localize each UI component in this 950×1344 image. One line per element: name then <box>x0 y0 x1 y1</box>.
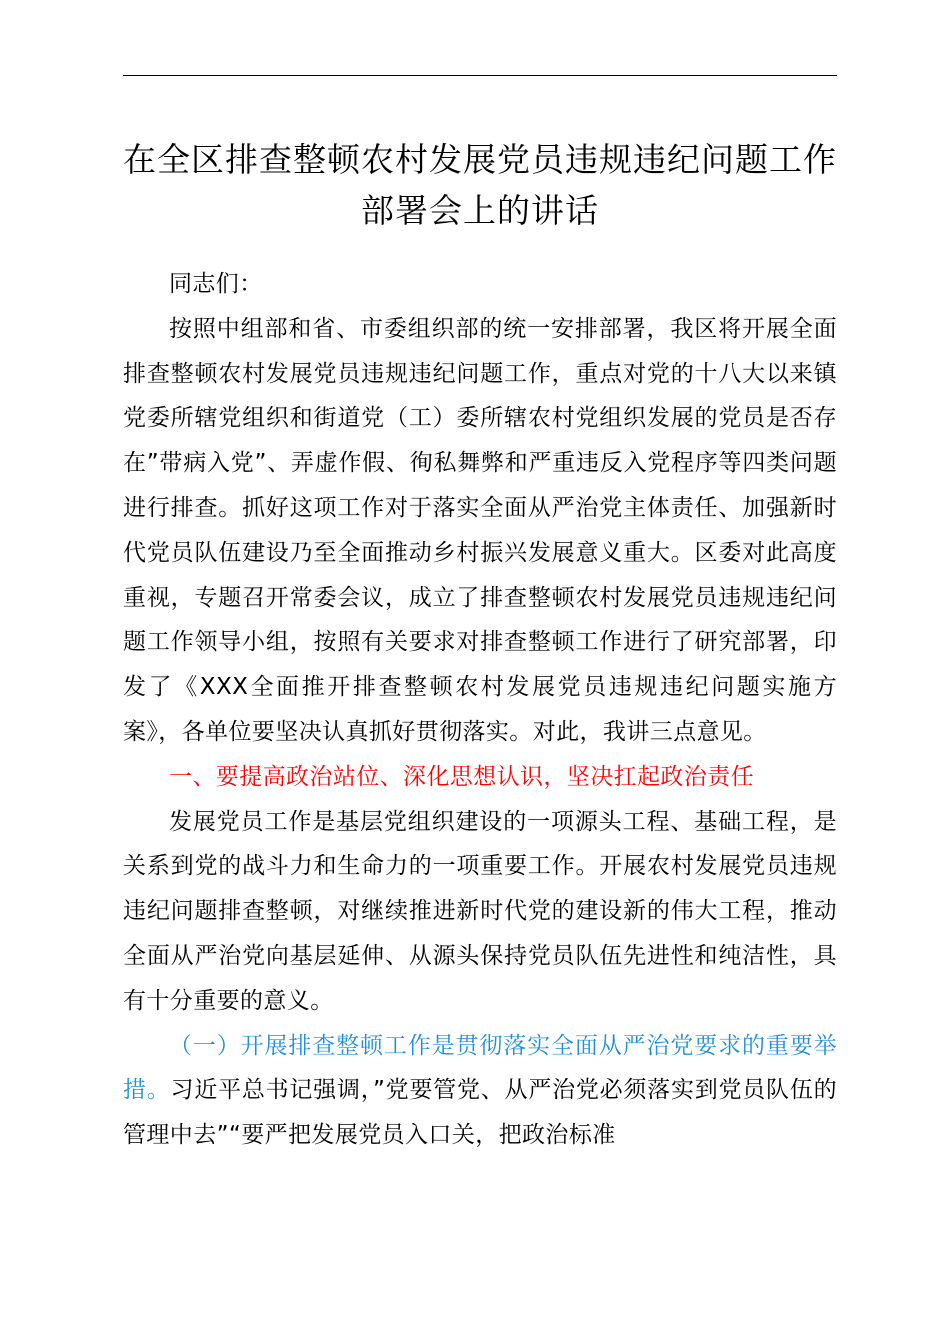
document-title: 在全区排查整顿农村发展党员违规违纪问题工作部署会上的讲话 <box>123 140 837 230</box>
paragraph-section-1: 发展党员工作是基层党组织建设的一项源头工程、基础工程，是关系到党的战斗力和生命力的一项重要工作。开展农村发展党员违规违纪问题排查整顿，对继续推进新时代党的建设新的伟大工程，推动全面从严治党向基层延伸、从源头保持党员队伍先进性和纯洁性，具有十分重要的意义。 <box>123 808 837 1014</box>
document-body <box>123 262 837 1158</box>
paragraph-intro: 按照中组部和省、市委组织部的统一安排部署，我区将开展全面排查整顿农村发展党员违规违纪问题工作，重点对党的十八大以来镇党委所辖党组织和街道党（工）委所辖农村党组织发展的党员是否存在”带病入党”、弄虚作假、徇私舞弊和严重违反入党程序等四类问题进行排查。抓好这项工作对于落实全面从严治党主体责任、加强新时代党员队伍建设乃至全面推动乡村振兴发展意义重大。区委对此高度重视，专题召开常委会议，成立了排查整顿农村发展党员违规违纪问题工作领导小组，按照有关要求对排查整顿工作进行了研究部署，印发了《XXX全面推开排查整顿农村发展党员违规违纪问题实施方案》，各单位要坚决认真抓好贯彻落实。对此，我讲三点意见。 <box>123 315 837 745</box>
subsection-heading-1: （一）开展排查整顿工作是贯彻落实全面从严治党要求的重要举措。 <box>123 1032 837 1104</box>
section-heading-1: 一、要提高政治站位、深化思想认识，坚决扛起政治责任 <box>169 763 754 790</box>
header-rule <box>123 75 837 76</box>
paragraph-subsection-1 <box>123 1024 837 1158</box>
subsection-text-1: 习近平总书记强调，”党要管党、从严治党必须落实到党员队伍的管理中去”“要严把发展党员入口关，把政治标准 <box>123 1077 837 1149</box>
greeting: 同志们： <box>169 271 263 297</box>
